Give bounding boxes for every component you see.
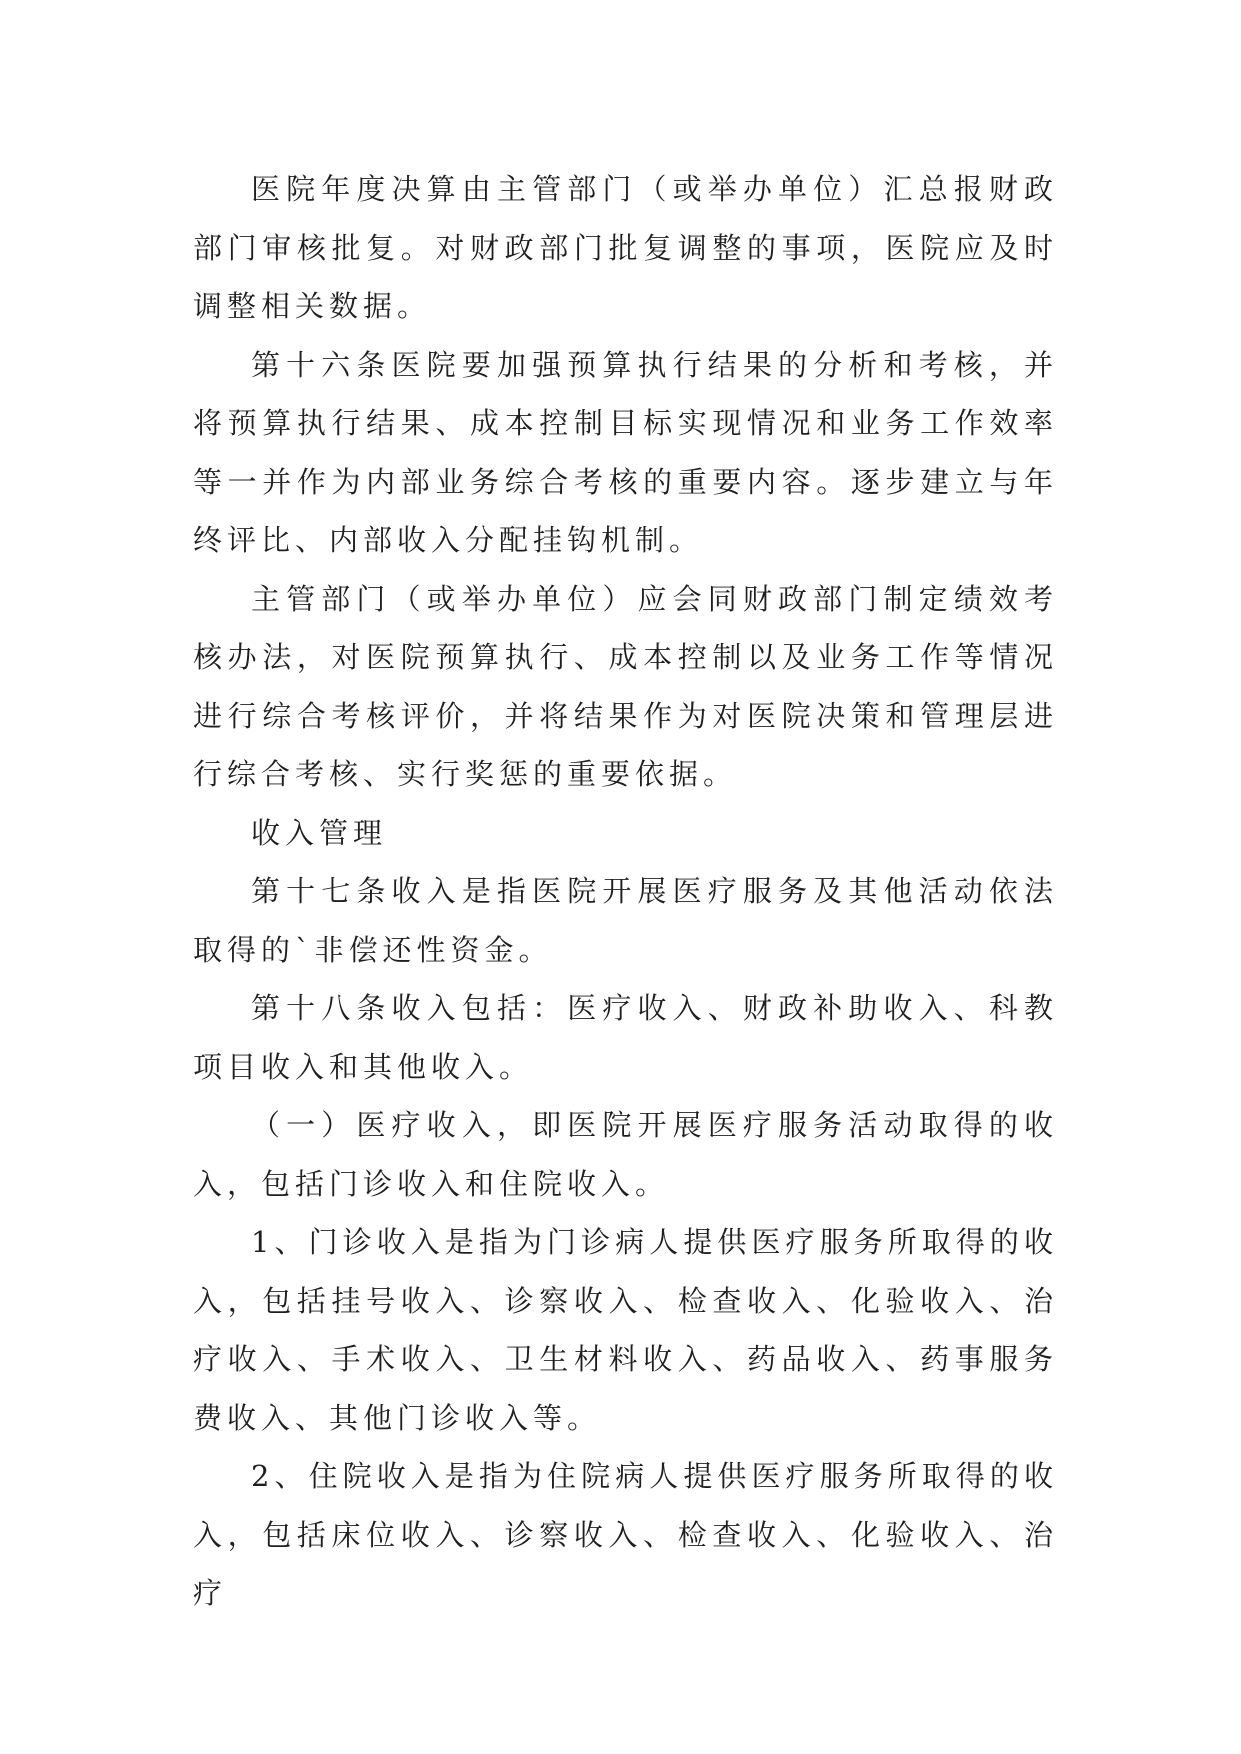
paragraph-outpatient-income: 1、门诊收入是指为门诊病人提供医疗服务所取得的收入，包括挂号收入、诊察收入、检查收入、化验收入、治疗收入、手术收入、卫生材料收入、药品收入、药事服务费收入、其他门诊收入等。 xyxy=(193,1225,1058,1435)
paragraph-inpatient-income: 2、住院收入是指为住院病人提供医疗服务所取得的收入，包括床位收入、诊察收入、检查收入、化验收入、治疗 xyxy=(193,1459,1058,1610)
section-heading-income-management: 收入管理 xyxy=(251,815,388,850)
document-body xyxy=(193,160,1058,1623)
paragraph-article-17: 第十七条收入是指医院开展医疗服务及其他活动依法取得的`非偿还性资金。 xyxy=(193,874,1058,967)
paragraph-final-accounts: 医院年度决算由主管部门（或举办单位）汇总报财政部门审核批复。对财政部门批复调整的事项，医院应及时调整相关数据。 xyxy=(193,172,1058,323)
paragraph-article-16: 第十六条医院要加强预算执行结果的分析和考核，并将预算执行结果、成本控制目标实现情况和业务工作效率等一并作为内部业务综合考核的重要内容。逐步建立与年终评比、内部收入分配挂钩机制。 xyxy=(193,347,1058,557)
paragraph-medical-income: （一）医疗收入，即医院开展医疗服务活动取得的收入，包括门诊收入和住院收入。 xyxy=(193,1108,1058,1201)
paragraph-article-18: 第十八条收入包括：医疗收入、财政补助收入、科教项目收入和其他收入。 xyxy=(193,991,1058,1084)
paragraph-performance-assessment: 主管部门（或举办单位）应会同财政部门制定绩效考核办法，对医院预算执行、成本控制以及业务工作等情况进行综合考核评价，并将结果作为对医院决策和管理层进行综合考核、实行奖惩的重要依据。 xyxy=(193,581,1058,791)
